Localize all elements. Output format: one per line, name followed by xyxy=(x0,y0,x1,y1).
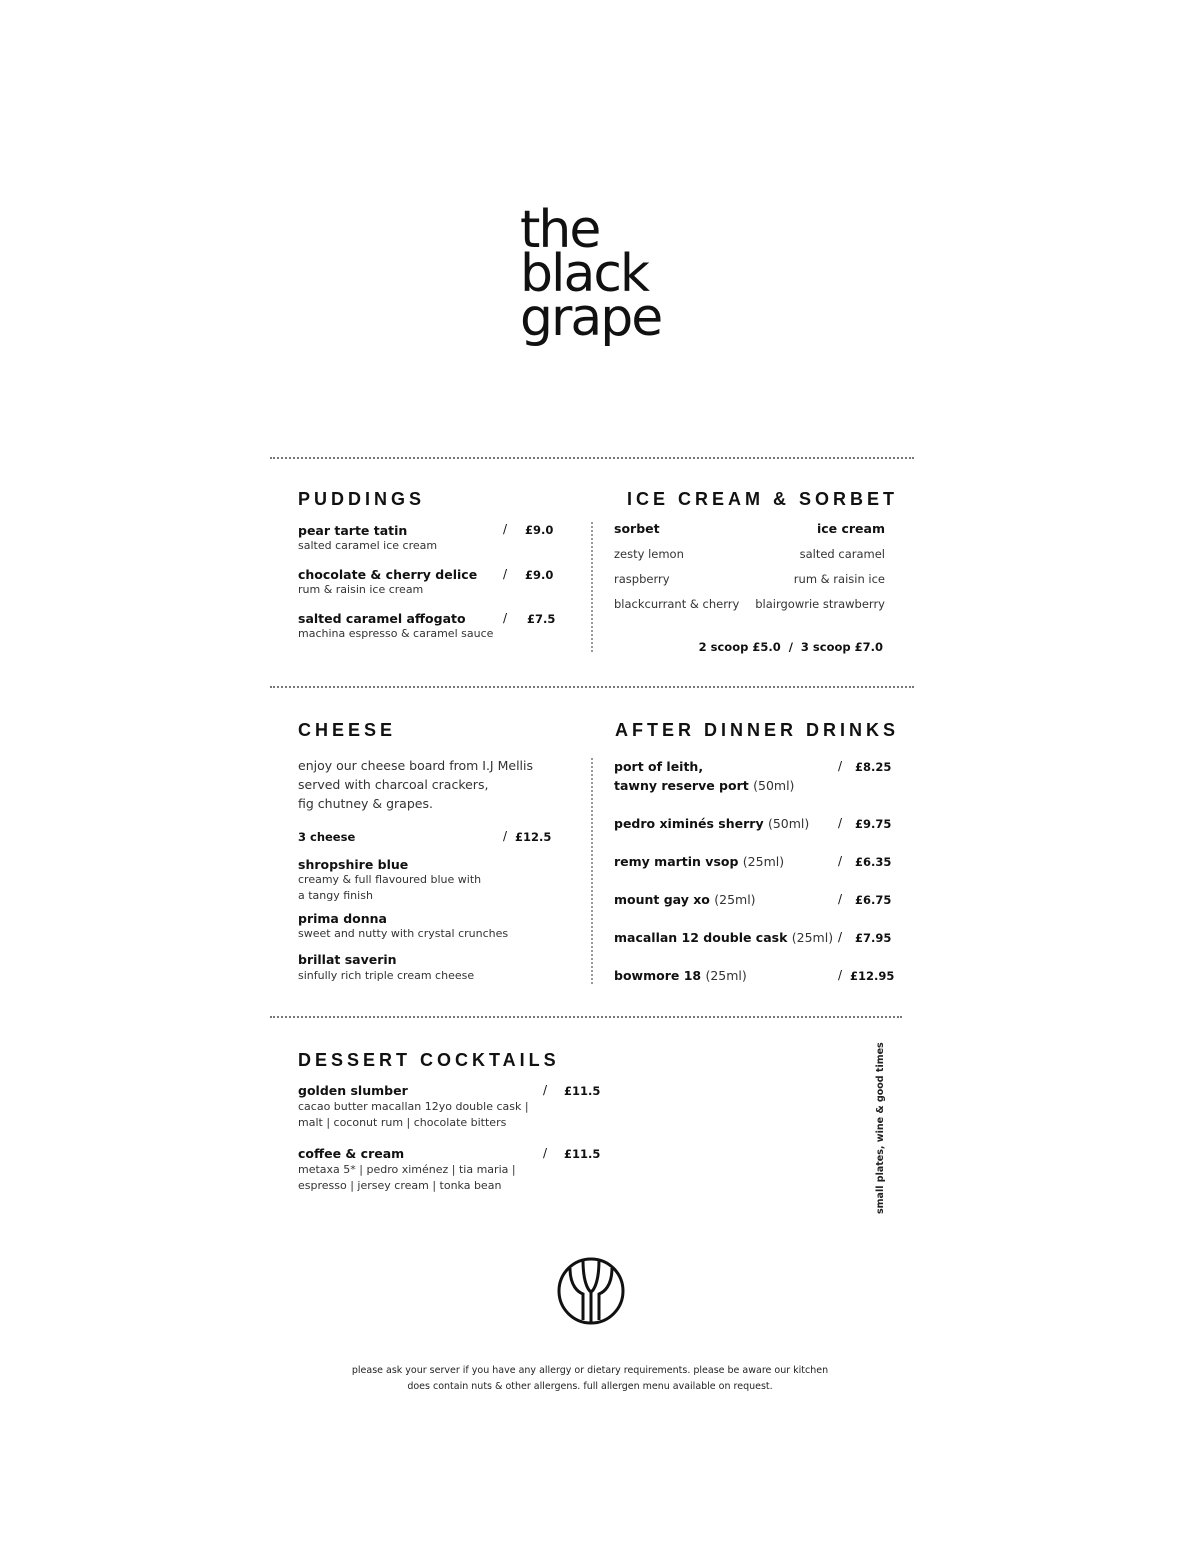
cheese-intro-line: fig chutney & grapes. xyxy=(298,796,433,811)
logo-line: grape xyxy=(520,288,662,348)
cheese-desc xyxy=(298,872,481,904)
drink-name: bowmore 18 xyxy=(614,968,702,983)
cocktail-name: golden slumber xyxy=(298,1083,408,1098)
cocktail-desc-line: cacao butter macallan 12yo double cask | xyxy=(298,1100,529,1113)
puddings-heading: PUDDINGS xyxy=(298,489,426,509)
divider xyxy=(270,1016,902,1018)
wine-glasses-icon xyxy=(556,1256,626,1326)
pudding-name: pear tarte tatin xyxy=(298,523,408,538)
cocktail-price: £11.5 xyxy=(564,1147,601,1161)
ice-cream-label: ice cream xyxy=(816,521,885,536)
price-separator: / xyxy=(838,854,843,868)
cheese-name: brillat saverin xyxy=(298,952,397,967)
drink-price: £8.25 xyxy=(855,760,892,774)
logo xyxy=(520,200,680,348)
drink-name: pedro ximinés sherry xyxy=(614,816,764,831)
drink-unit: (50ml) xyxy=(753,778,795,793)
drink-row xyxy=(614,968,747,983)
cheese-board-label: 3 cheese xyxy=(298,830,356,844)
divider xyxy=(270,457,914,459)
cheese-name: shropshire blue xyxy=(298,857,409,872)
cheese-board-price: £12.5 xyxy=(515,830,552,844)
divider xyxy=(270,686,914,688)
drink-row xyxy=(614,854,784,869)
price-separator: / xyxy=(838,968,843,982)
cocktail-desc-line: malt | coconut rum | chocolate bitters xyxy=(298,1116,507,1129)
price-separator: / xyxy=(543,1083,548,1097)
logo-line: black xyxy=(520,244,649,304)
drink-name: mount gay xo xyxy=(614,892,710,907)
drink-unit: (50ml) xyxy=(767,816,810,831)
cheese-intro-line: served with charcoal crackers, xyxy=(298,777,489,792)
price-separator: / xyxy=(503,522,508,536)
cheese-name: prima donna xyxy=(298,911,387,926)
cheese-intro xyxy=(298,756,533,813)
ice-cream-flavour: blairgowrie strawberry xyxy=(755,597,885,611)
drink-price: £12.95 xyxy=(850,969,895,983)
pudding-desc: machina espresso & caramel sauce xyxy=(298,627,494,640)
cheese-desc: sinfully rich triple cream cheese xyxy=(298,969,475,982)
price-separator: / xyxy=(838,759,843,773)
drink-price: £6.75 xyxy=(855,893,892,907)
drink-row xyxy=(614,930,833,945)
sorbet-flavour: blackcurrant & cherry xyxy=(614,597,740,611)
price-separator: / xyxy=(503,567,508,581)
cocktail-desc xyxy=(298,1099,529,1131)
cocktail-desc-line: metaxa 5* | pedro ximénez | tia maria | xyxy=(298,1163,516,1176)
allergy-note xyxy=(300,1363,880,1395)
cocktail-desc-line: espresso | jersey cream | tonka bean xyxy=(298,1179,502,1192)
cocktail-price: £11.5 xyxy=(564,1084,601,1098)
drink-unit: (25ml) xyxy=(705,968,747,983)
price-separator: / xyxy=(838,930,843,944)
cheese-desc: sweet and nutty with crystal crunches xyxy=(298,927,509,940)
pudding-price: £9.0 xyxy=(525,568,554,582)
pudding-desc: rum & raisin ice cream xyxy=(298,583,424,596)
cheese-heading: CHEESE xyxy=(298,720,397,740)
ice-cream-flavour: rum & raisin ice xyxy=(793,572,885,586)
tagline: small plates, wine & good times xyxy=(875,1042,886,1214)
price-separator: / xyxy=(503,829,508,843)
sorbet-flavour: zesty lemon xyxy=(614,547,684,561)
drink-row xyxy=(614,892,756,907)
drink-name-line2 xyxy=(614,778,794,793)
drink-price: £6.35 xyxy=(855,855,892,869)
pudding-name: salted caramel affogato xyxy=(298,611,466,626)
cheese-desc-line: a tangy finish xyxy=(298,889,373,902)
drink-name: tawny reserve port xyxy=(614,778,749,793)
drink-unit: (25ml) xyxy=(742,854,785,869)
price-separator: / xyxy=(838,892,843,906)
cheese-desc-line: creamy & full flavoured blue with xyxy=(298,873,482,886)
drink-price: £9.75 xyxy=(855,817,892,831)
price-separator: / xyxy=(838,816,843,830)
pudding-desc: salted caramel ice cream xyxy=(298,539,438,552)
cocktails-heading: DESSERT COCKTAILS xyxy=(298,1050,560,1070)
drink-unit: (25ml) xyxy=(791,930,834,945)
price-separator: / xyxy=(543,1146,548,1160)
ice-cream-heading: ICE CREAM & SORBET xyxy=(627,489,899,509)
drink-row xyxy=(614,816,809,831)
drinks-heading: AFTER DINNER DRINKS xyxy=(615,720,900,740)
price-separator: / xyxy=(503,611,508,625)
sorbet-flavour: raspberry xyxy=(614,572,670,586)
drink-price: £7.95 xyxy=(855,931,892,945)
pudding-name: chocolate & cherry delice xyxy=(298,567,478,582)
drink-unit: (25ml) xyxy=(714,892,756,907)
column-divider xyxy=(591,522,593,652)
drink-name: remy martin vsop xyxy=(614,854,739,869)
allergy-note-line: does contain nuts & other allergens. full allergen menu available on request. xyxy=(407,1381,773,1392)
cheese-intro-line: enjoy our cheese board from I.J Mellis xyxy=(298,758,533,773)
sorbet-label: sorbet xyxy=(614,521,660,536)
column-divider xyxy=(591,758,593,984)
scoop-prices: 2 scoop £5.0 / 3 scoop £7.0 xyxy=(698,640,883,654)
cocktail-name: coffee & cream xyxy=(298,1146,405,1161)
logo-line: the xyxy=(520,200,600,260)
cocktail-desc xyxy=(298,1162,516,1194)
pudding-price: £7.5 xyxy=(527,612,556,626)
allergy-note-line: please ask your server if you have any allergy or dietary requirements. please be aware our kitchen xyxy=(351,1365,829,1376)
drink-name: macallan 12 double cask xyxy=(614,930,788,945)
pudding-price: £9.0 xyxy=(525,523,554,537)
ice-cream-flavour: salted caramel xyxy=(799,547,885,561)
drink-name: port of leith, xyxy=(614,759,704,774)
